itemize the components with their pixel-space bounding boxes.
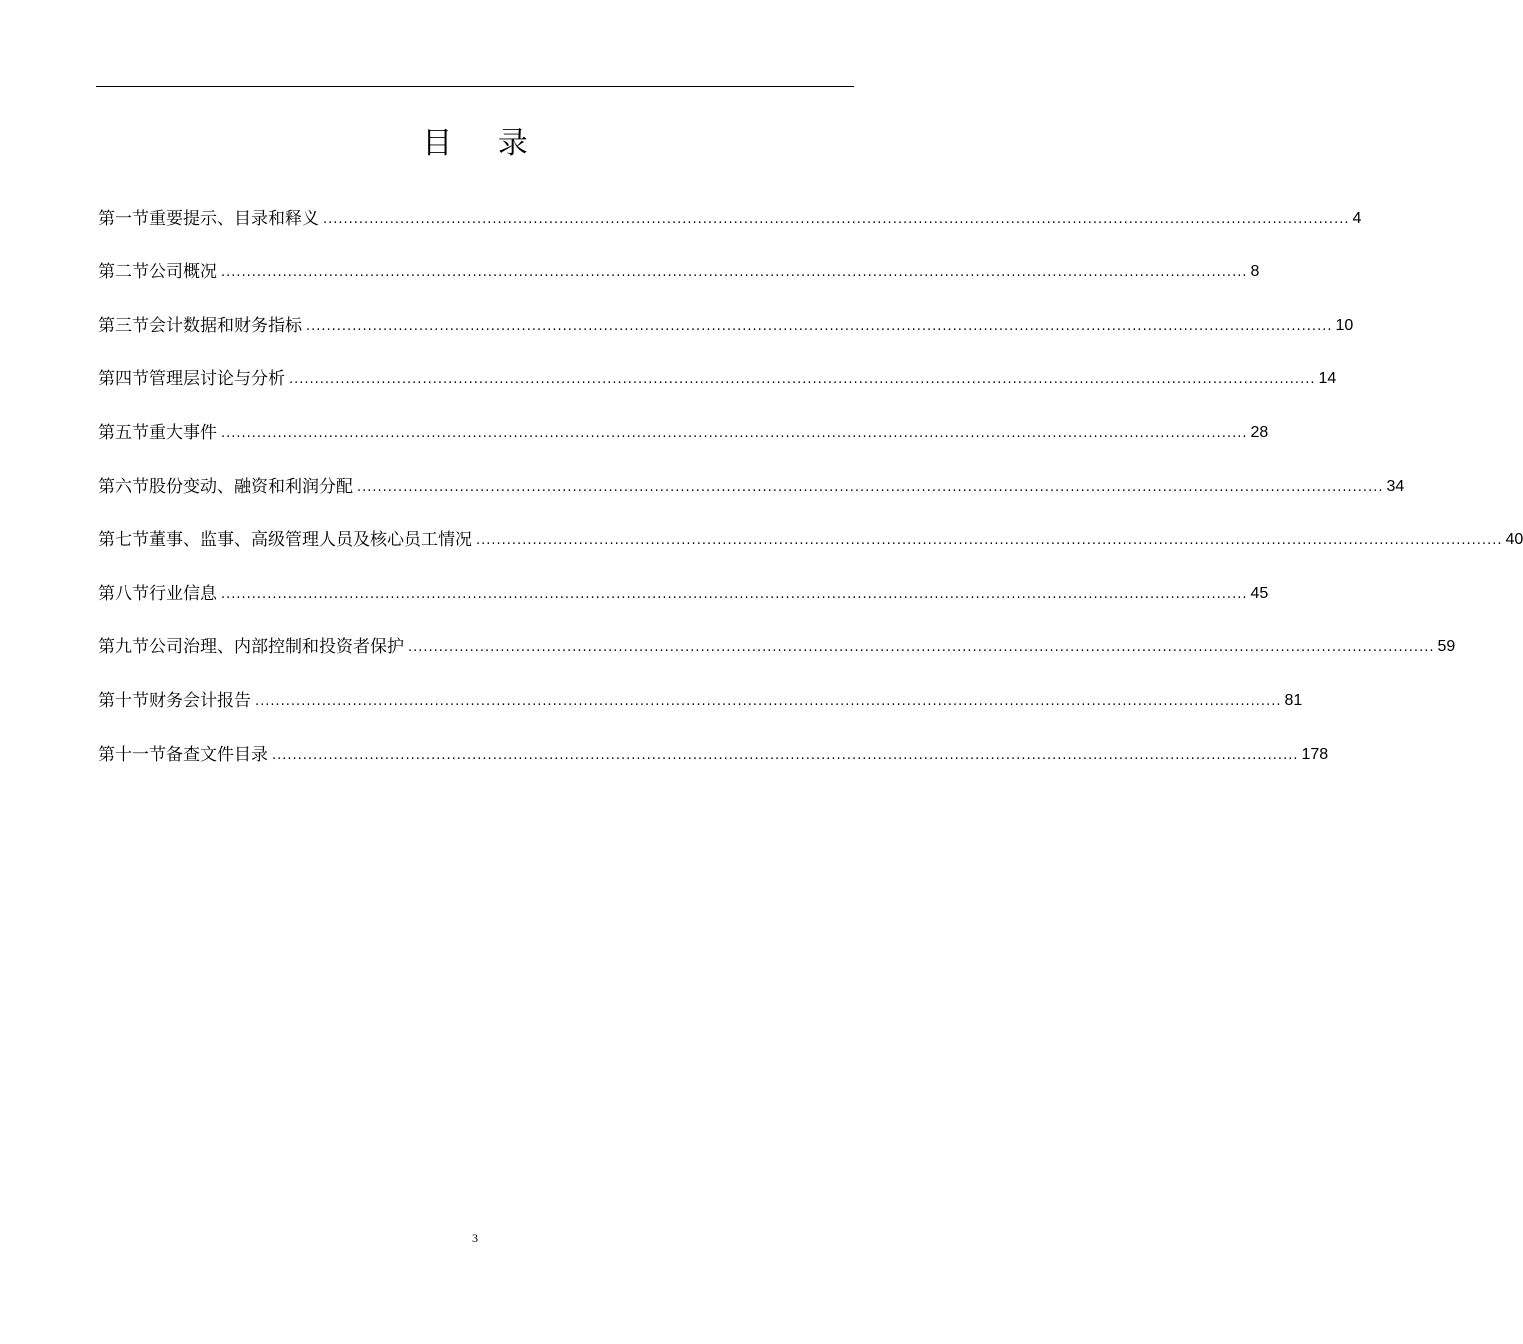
toc-entry[interactable] [98, 620, 1456, 674]
toc-page-number: 40 [1505, 531, 1523, 549]
toc-leader-dots: ........................................................................................................................................................................................................ [357, 479, 1384, 495]
toc-leader-dots: ........................................................................................................................................................................................................ [255, 693, 1282, 709]
toc-page-number: 59 [1437, 638, 1456, 656]
toc-title: 备查文件目录 [166, 744, 268, 765]
toc-page-number: 4 [1352, 209, 1362, 227]
toc-section-label: 第五节 [98, 422, 149, 443]
toc-entry[interactable] [98, 513, 1523, 567]
toc-page-number: 81 [1284, 691, 1303, 709]
toc-entry[interactable] [98, 352, 1337, 406]
toc-title: 董事、监事、高级管理人员及核心员工情况 [149, 530, 472, 551]
toc-page-number: 28 [1250, 423, 1269, 441]
page-title: 目 录 [422, 126, 546, 161]
toc-title: 财务会计报告 [149, 690, 251, 711]
toc-leader-dots: ........................................................................................................................................................................................................ [306, 318, 1333, 334]
toc-section-label: 第十节 [98, 690, 149, 711]
toc-section-label: 第四节 [98, 369, 149, 390]
toc-entry[interactable] [98, 245, 1260, 299]
table-of-contents [98, 191, 1523, 781]
header-rule [96, 86, 854, 87]
toc-section-label: 第六节 [98, 476, 149, 497]
toc-page-number: 45 [1250, 584, 1269, 602]
toc-page-number: 8 [1250, 263, 1260, 281]
toc-title: 会计数据和财务指标 [149, 315, 302, 336]
toc-leader-dots: ........................................................................................................................................................................................................ [408, 640, 1435, 656]
toc-title: 股份变动、融资和利润分配 [149, 476, 353, 497]
toc-title: 公司治理、内部控制和投资者保护 [149, 637, 404, 658]
toc-entry[interactable] [98, 191, 1362, 245]
toc-title: 管理层讨论与分析 [149, 369, 285, 390]
toc-page-number: 34 [1386, 477, 1405, 495]
toc-entry[interactable] [98, 459, 1405, 513]
toc-leader-dots: ........................................................................................................................................................................................................ [476, 533, 1503, 549]
toc-leader-dots: ........................................................................................................................................................................................................ [289, 372, 1316, 388]
toc-section-label: 第八节 [98, 583, 149, 604]
toc-title: 行业信息 [149, 583, 217, 604]
toc-title: 重要提示、目录和释义 [149, 208, 319, 229]
toc-section-label: 第一节 [98, 208, 149, 229]
toc-page-number: 10 [1335, 316, 1354, 334]
toc-section-label: 第九节 [98, 637, 149, 658]
page-number: 3 [472, 1231, 478, 1245]
toc-section-label: 第十一节 [98, 744, 166, 765]
toc-entry[interactable] [98, 298, 1354, 352]
toc-section-label: 第三节 [98, 315, 149, 336]
toc-entry[interactable] [98, 673, 1303, 727]
toc-entry[interactable] [98, 405, 1269, 459]
toc-section-label: 第七节 [98, 530, 149, 551]
toc-leader-dots: ........................................................................................................................................................................................................ [323, 211, 1350, 227]
toc-leader-dots: ........................................................................................................................................................................................................ [272, 747, 1299, 763]
toc-entry[interactable] [98, 727, 1329, 781]
toc-leader-dots: ........................................................................................................................................................................................................ [221, 425, 1248, 441]
toc-leader-dots: ........................................................................................................................................................................................................ [221, 586, 1248, 602]
toc-leader-dots: ........................................................................................................................................................................................................ [221, 265, 1248, 281]
toc-page-number: 14 [1318, 370, 1337, 388]
toc-page-number: 178 [1301, 745, 1329, 763]
toc-title: 公司概况 [149, 262, 217, 283]
toc-entry[interactable] [98, 566, 1269, 620]
toc-section-label: 第二节 [98, 262, 149, 283]
toc-title: 重大事件 [149, 422, 217, 443]
